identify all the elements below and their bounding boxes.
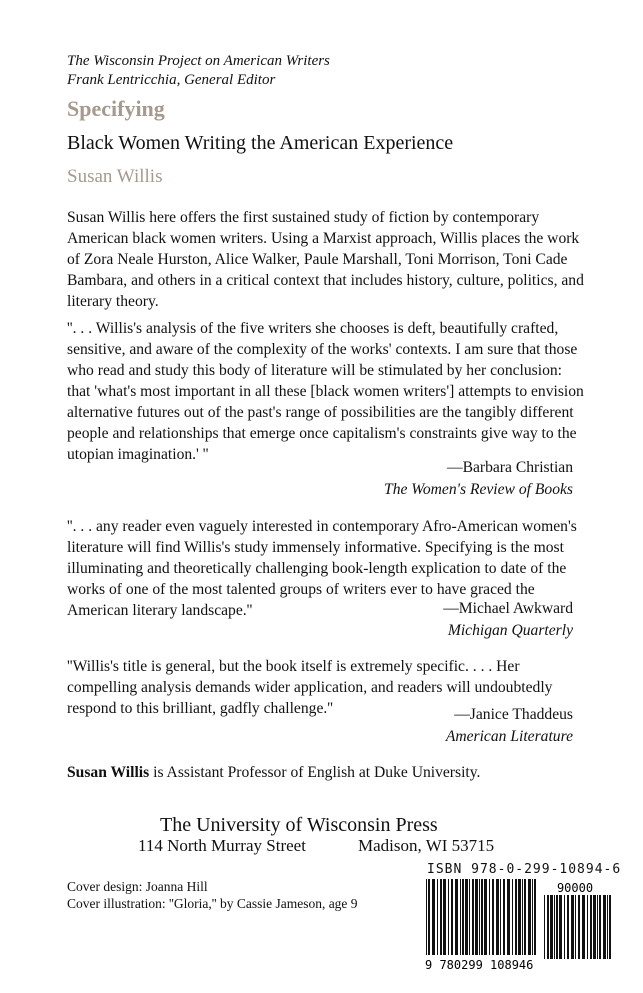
description [67,207,587,312]
barcode-bar [609,895,611,959]
barcode-bar [479,879,480,955]
barcode-bar [465,879,468,955]
book-subtitle: Black Women Writing the American Experience [67,132,454,154]
description-text: Susan Willis here offers the first sustained study of fiction by contemporary American black women writers. Using a Marxist approach, Willis places the work of Zora Neale Hurston, Alice Walker, Paule Marshall, Toni Morrison, Toni Cade Bambara, and others in a critical context that includes history, culture, politics, and literary theory. [67,209,584,310]
cover-illustration-credit: Cover illustration: ''Gloria,'' by Cassie Jameson, age 9 [67,896,358,911]
barcode-bar [575,895,576,959]
barcode-bar [590,895,592,959]
quote-3-text: ''Willis's title is general, but the book itself is extremely specific. . . . Her compelling analysis demands wider application, and readers will undoubtedly respond to this brilliant, gadfly challenge.'' [67,658,553,717]
barcode-bar [582,895,585,959]
book-title: Specifying [67,96,165,121]
barcode-bar [587,895,588,959]
quote-3-attribution [446,704,573,748]
barcode-bar [522,879,523,955]
publisher-name: The University of Wisconsin Press [160,814,438,836]
barcode-bar [567,895,569,959]
quote-3-author: —Janice Thaddeus [454,706,573,723]
barcode-bar [578,895,580,959]
barcode-bar [534,879,536,955]
publisher-street: 114 North Murray Street [138,836,306,855]
barcode-bar [512,879,513,955]
author-bio-name: Susan Willis [67,764,150,781]
quote-1-text: ''. . . Willis's analysis of the five writers she chooses is deft, beautifully crafted, sensitive, and aware of the complexity of the works' contexts. I am sure that those who read and study this body of literature will be stimulated by her conclusion: that 'what's most important in all these [black women writers'] attempts to envision alternative futures out of the past's range of possibilities are the tangibly different people and relationships that emerge once capitalism's constraints give way to the utopian imagination.' '' [67,320,584,463]
barcode-bar [593,895,596,959]
isbn-label: ISBN 978-0-299-10894-6 [427,862,622,877]
barcode-bar [469,879,470,955]
barcode-bar [475,879,478,955]
series-info [67,52,330,90]
barcode-bar [550,895,553,959]
price-code-text: 90000 [556,881,594,895]
barcode-bar [462,879,464,955]
barcode-bar [597,895,598,959]
barcode-bar [524,879,526,955]
barcode-bar [554,895,555,959]
barcode-bar [437,879,438,955]
author-bio-text: is Assistant Professor of English at Duke University. [149,764,481,781]
barcode-bar [556,895,558,959]
quote-2-author: —Michael Awkward [443,600,573,617]
book-author: Susan Willis [67,166,163,187]
barcode-bar [500,879,501,955]
quote-1 [67,318,587,465]
barcode-bar [472,879,474,955]
series-editor: Frank Lentricchia, General Editor [67,72,276,88]
barcode-bar [460,879,461,955]
quote-1-author: —Barbara Christian [446,459,573,476]
barcode-bar [428,879,430,955]
barcode-bar [432,879,435,955]
author-bio [67,764,480,782]
barcode-bar [455,879,458,955]
barcode-bar [547,895,549,959]
barcode-bar [440,879,442,955]
quote-1-attribution [384,457,573,501]
barcode-bar [507,879,510,955]
quote-3-source: American Literature [445,728,573,745]
cover-credits [67,878,358,912]
barcode-bar [528,879,531,955]
barcode-bar [492,879,494,955]
ean-barcode-bars [426,879,536,955]
barcode-graphic [424,879,616,971]
barcode-bar [515,879,517,955]
barcode-bar [564,895,565,959]
barcode-bar [496,879,499,955]
barcode-bar [603,895,606,959]
barcode-bar [448,879,449,955]
quote-2-source: Michigan Quarterly [447,622,573,639]
quote-2-text: ''. . . any reader even vaguely interested in contemporary Afro-American women's literature will find Willis's study immensely informative. Specifying is the most illuminating and theoretically challenging book-length explication to date of the works of one of the most talented groups of writers ever to have graced the American literary landscape.'' [67,518,577,619]
barcode-bar [503,879,505,955]
price-barcode-bars [544,895,611,959]
quote-1-source: The Women's Review of Books [384,481,573,498]
barcode-bar [481,879,483,955]
barcode-bar [599,895,601,959]
series-name: The Wisconsin Project on American Writers [67,53,330,69]
barcode-bar [544,895,545,959]
barcode-bar [518,879,521,955]
barcode-bar [484,879,487,955]
quote-2-attribution [443,598,573,642]
barcode-bar [443,879,446,955]
barcode-bar [451,879,453,955]
barcode-bar [426,879,427,955]
barcode-bar [532,879,533,955]
barcode-bar [489,879,490,955]
barcode-bar [571,895,574,959]
barcode-bar [607,895,608,959]
cover-design-credit: Cover design: Joanna Hill [67,879,208,894]
ean-digits-text: 9 780299 108946 [425,958,534,971]
barcode-bar [559,895,562,959]
publisher-city: Madison, WI 53715 [358,836,495,855]
